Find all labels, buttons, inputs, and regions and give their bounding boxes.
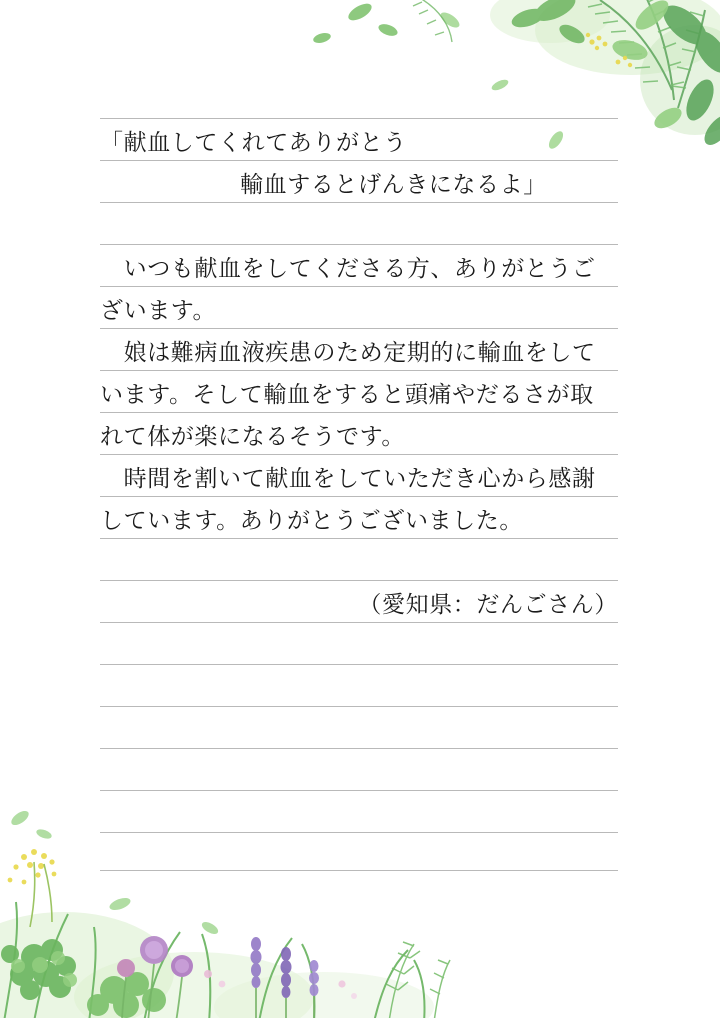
signature-line: （愛知県：だんごさん） (358, 592, 618, 618)
letter-text (100, 118, 618, 870)
body-line-7: しています。ありがとうございました。 (100, 508, 523, 534)
body-line-4: います。そして輸血をすると頭痛やだるさが取 (100, 382, 594, 408)
body-line-5: れて体が楽になるそうです。 (100, 424, 405, 450)
rule-line (100, 870, 618, 871)
title-line-1: 「献血してくれてありがとう (100, 130, 407, 156)
body-line-6: 時間を割いて献血をしていただき心から感謝 (100, 466, 596, 492)
letter-sheet (100, 118, 618, 870)
title-line-2: 輸血するとげんきになるよ」 (240, 172, 547, 198)
body-line-1: いつも献血をしてくださる方、ありがとうご (100, 256, 596, 282)
body-line-2: ざいます。 (100, 298, 217, 324)
body-line-3: 娘は難病血液疾患のため定期的に輸血をして (100, 340, 596, 366)
